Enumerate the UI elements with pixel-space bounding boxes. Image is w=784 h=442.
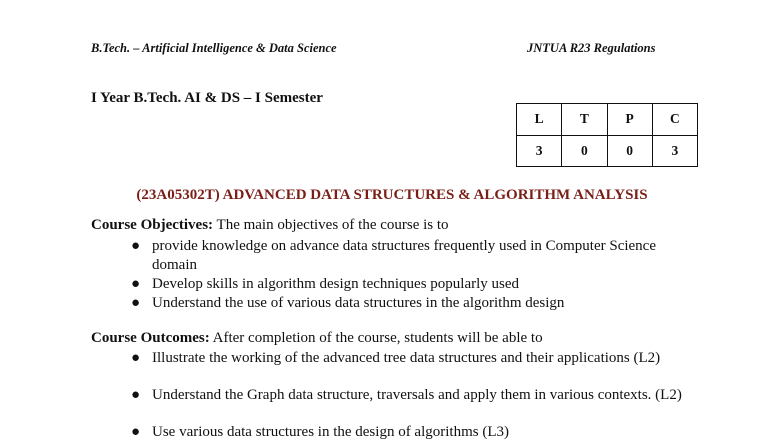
outcome-text: Understand the Graph data structure, traversals and apply them in various contexts. (L2) — [152, 387, 682, 403]
objective-text: Understand the use of various data structures in the algorithm design — [152, 295, 565, 311]
objective-item — [131, 275, 694, 294]
ltpc-value-c: 3 — [652, 135, 697, 167]
objective-item — [131, 237, 700, 275]
semester-title: I Year B.Tech. AI & DS – I Semester — [91, 90, 323, 106]
ltpc-header-p: P — [607, 104, 652, 136]
ltpc-table — [516, 103, 698, 167]
objective-text: provide knowledge on advance data structures frequently used in Computer Science domain — [152, 238, 657, 273]
course-title: (23A05302T) ADVANCED DATA STRUCTURES & ALGORITHM ANALYSIS — [136, 187, 648, 203]
objectives-heading — [91, 217, 449, 234]
bullet-icon: ● — [131, 387, 141, 403]
objective-text: Develop skills in algorithm design techniques popularly used — [152, 276, 520, 292]
objectives-intro: The main objectives of the course is to — [213, 217, 449, 233]
ltpc-value-l: 3 — [517, 135, 562, 167]
outcome-text: Use various data structures in the design of algorithms (L3) — [152, 424, 509, 440]
outcomes-heading — [91, 330, 543, 347]
bullet-icon: ● — [131, 238, 141, 254]
bullet-icon: ● — [131, 276, 141, 292]
outcomes-label: Course Outcomes: — [91, 330, 210, 346]
ltpc-value-t: 0 — [562, 135, 607, 167]
objective-item — [131, 294, 694, 313]
bullet-icon: ● — [131, 350, 141, 366]
ltpc-value-row — [517, 135, 698, 167]
bullet-icon: ● — [131, 424, 141, 440]
ltpc-header-row — [517, 104, 698, 136]
ltpc-header-c: C — [652, 104, 697, 136]
outcomes-intro: After completion of the course, students will be able to — [209, 330, 543, 346]
bullet-icon: ● — [131, 295, 141, 311]
ltpc-header-t: T — [562, 104, 607, 136]
outcome-item — [131, 386, 694, 405]
outcome-text: Illustrate the working of the advanced tree data structures and their applications (L2) — [152, 350, 661, 366]
header-program: B.Tech. – Artificial Intelligence & Data Science — [91, 41, 337, 55]
outcome-item — [131, 423, 694, 442]
header-regulation: JNTUA R23 Regulations — [527, 41, 656, 55]
outcome-item — [131, 349, 694, 368]
ltpc-value-p: 0 — [607, 135, 652, 167]
ltpc-header-l: L — [517, 104, 562, 136]
objectives-label: Course Objectives: — [91, 217, 214, 233]
